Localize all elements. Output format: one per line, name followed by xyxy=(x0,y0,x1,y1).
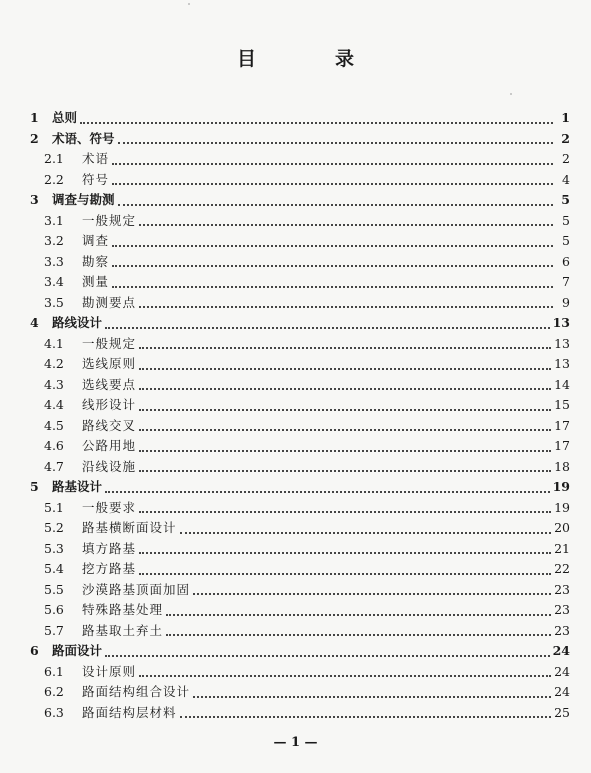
toc-title: 目 录 xyxy=(236,48,384,70)
toc-chapter-entry xyxy=(30,313,570,334)
entry-number: 3.5 xyxy=(44,294,64,310)
entry-page-number: 25 xyxy=(554,704,570,720)
entry-title: 符号 xyxy=(82,171,110,187)
entry-title: 填方路基 xyxy=(82,540,137,556)
toc-section-entry xyxy=(30,231,570,252)
entry-title: 路面结构组合设计 xyxy=(82,684,191,699)
dot-leader xyxy=(139,428,551,431)
entry-number: 2.1 xyxy=(44,151,64,166)
entry-number: 4.1 xyxy=(44,335,64,351)
entry-number: 4.4 xyxy=(44,397,64,412)
dot-leader xyxy=(112,244,553,247)
entry-title: 路基横断面设计 xyxy=(82,520,177,535)
dot-leader xyxy=(112,162,553,165)
toc-chapter-entry xyxy=(30,108,570,129)
toc-section-entry xyxy=(30,498,570,519)
table-of-contents xyxy=(30,108,570,723)
entry-title: 调查与勘测 xyxy=(52,192,115,207)
entry-number: 4.7 xyxy=(44,458,64,474)
toc-section-entry xyxy=(30,334,570,355)
entry-page-number: 18 xyxy=(554,458,570,474)
toc-section-entry xyxy=(30,682,570,703)
dot-leader xyxy=(112,182,553,185)
entry-number: 5.1 xyxy=(44,499,64,515)
toc-section-entry xyxy=(30,662,570,683)
entry-page-number: 1 xyxy=(561,110,570,125)
entry-page-number: 5 xyxy=(562,212,570,228)
entry-title: 路基设计 xyxy=(52,479,103,494)
entry-title: 路线设计 xyxy=(52,315,103,330)
toc-section-entry xyxy=(30,170,570,191)
entry-title: 设计原则 xyxy=(82,663,137,679)
toc-section-entry xyxy=(30,559,570,580)
entry-title: 术语、符号 xyxy=(52,130,115,146)
entry-title: 特殊路基处理 xyxy=(82,602,164,617)
entry-number: 4.6 xyxy=(44,438,64,453)
toc-section-entry xyxy=(30,457,570,478)
entry-title: 路面设计 xyxy=(52,643,103,658)
entry-number: 2 xyxy=(30,130,39,146)
dot-leader xyxy=(112,264,553,267)
entry-page-number: 24 xyxy=(552,643,570,658)
entry-number: 3.3 xyxy=(44,253,64,269)
entry-page-number: 5 xyxy=(561,192,570,207)
entry-number: 2.2 xyxy=(44,171,64,187)
entry-page-number: 13 xyxy=(554,356,570,371)
entry-title: 选线要点 xyxy=(82,376,137,392)
entry-page-number: 24 xyxy=(554,684,570,699)
dot-leader xyxy=(105,326,550,329)
entry-title: 勘察 xyxy=(82,253,110,269)
entry-title: 线形设计 xyxy=(82,397,137,412)
dot-leader xyxy=(139,305,553,308)
entry-number: 4.3 xyxy=(44,376,64,392)
entry-page-number: 23 xyxy=(554,602,570,617)
dot-leader xyxy=(105,490,550,493)
entry-page-number: 17 xyxy=(554,417,570,433)
entry-title: 选线原则 xyxy=(82,356,137,371)
dot-leader xyxy=(139,367,551,370)
entry-page-number: 2 xyxy=(561,130,570,146)
dot-leader xyxy=(139,346,551,349)
entry-number: 3.4 xyxy=(44,274,64,289)
entry-number: 5.4 xyxy=(44,561,64,576)
entry-page-number: 19 xyxy=(554,499,570,515)
entry-number: 4.5 xyxy=(44,417,64,433)
toc-section-entry xyxy=(30,395,570,416)
entry-page-number: 19 xyxy=(552,479,570,494)
entry-page-number: 13 xyxy=(552,315,570,330)
entry-title: 沙漠路基顶面加固 xyxy=(82,581,191,597)
entry-page-number: 21 xyxy=(554,540,570,556)
entry-title: 调查 xyxy=(82,233,110,248)
toc-section-entry xyxy=(30,580,570,601)
entry-page-number: 6 xyxy=(562,253,570,269)
entry-title: 沿线设施 xyxy=(82,458,137,474)
dot-leader xyxy=(80,121,553,124)
entry-title: 一般要求 xyxy=(82,499,137,515)
entry-title: 一般规定 xyxy=(82,335,137,351)
dot-leader xyxy=(139,572,551,575)
toc-section-entry xyxy=(30,416,570,437)
toc-section-entry xyxy=(30,272,570,293)
entry-page-number: 22 xyxy=(554,561,570,576)
dot-leader xyxy=(139,449,551,452)
entry-page-number: 24 xyxy=(554,663,570,679)
entry-title: 术语 xyxy=(82,151,110,166)
entry-page-number: 9 xyxy=(562,294,570,310)
entry-title: 公路用地 xyxy=(82,438,137,453)
entry-page-number: 14 xyxy=(554,376,570,392)
entry-number: 6.1 xyxy=(44,663,64,679)
entry-title: 勘测要点 xyxy=(82,294,137,310)
entry-number: 5.5 xyxy=(44,581,64,597)
entry-page-number: 23 xyxy=(554,622,570,638)
entry-title: 路线交叉 xyxy=(82,417,137,433)
dot-leader xyxy=(139,469,551,472)
dot-leader xyxy=(180,715,552,718)
dot-leader xyxy=(139,510,551,513)
toc-chapter-entry xyxy=(30,129,570,150)
dot-leader xyxy=(139,674,551,677)
toc-section-entry xyxy=(30,375,570,396)
dot-leader xyxy=(180,531,552,534)
toc-section-entry xyxy=(30,539,570,560)
dot-leader xyxy=(139,408,551,411)
toc-section-entry xyxy=(30,703,570,724)
entry-page-number: 4 xyxy=(562,171,570,187)
entry-title: 总则 xyxy=(52,110,78,125)
dot-leader xyxy=(193,695,551,698)
entry-number: 3.1 xyxy=(44,212,64,228)
entry-number: 5 xyxy=(30,479,39,494)
entry-page-number: 13 xyxy=(554,335,570,351)
toc-section-entry xyxy=(30,621,570,642)
entry-title: 测量 xyxy=(82,274,110,289)
dot-leader xyxy=(193,592,551,595)
dot-leader xyxy=(105,654,550,657)
toc-chapter-entry xyxy=(30,190,570,211)
toc-section-entry xyxy=(30,600,570,621)
entry-page-number: 7 xyxy=(562,274,570,289)
dot-leader xyxy=(139,387,551,390)
entry-page-number: 5 xyxy=(562,233,570,248)
entry-page-number: 20 xyxy=(554,520,570,535)
entry-page-number: 2 xyxy=(562,151,570,166)
entry-number: 5.7 xyxy=(44,622,64,638)
dot-leader xyxy=(118,203,553,206)
entry-number: 3 xyxy=(30,192,39,207)
entry-number: 6 xyxy=(30,643,39,658)
entry-number: 1 xyxy=(30,110,39,125)
toc-section-entry xyxy=(30,252,570,273)
dot-leader xyxy=(139,551,551,554)
dot-leader xyxy=(139,223,553,226)
page-number-footer: — 1 — xyxy=(273,735,318,750)
entry-number: 5.6 xyxy=(44,602,64,617)
entry-number: 5.3 xyxy=(44,540,64,556)
toc-section-entry xyxy=(30,436,570,457)
entry-page-number: 23 xyxy=(554,581,570,597)
toc-section-entry xyxy=(30,211,570,232)
toc-section-entry xyxy=(30,354,570,375)
dot-leader xyxy=(112,285,553,288)
entry-title: 路基取土弃土 xyxy=(82,622,164,638)
entry-number: 5.2 xyxy=(44,520,64,535)
entry-number: 4 xyxy=(30,315,39,330)
entry-title: 一般规定 xyxy=(82,212,137,228)
toc-chapter-entry xyxy=(30,641,570,662)
toc-section-entry xyxy=(30,149,570,170)
entry-number: 3.2 xyxy=(44,233,64,248)
entry-number: 4.2 xyxy=(44,356,64,371)
entry-page-number: 15 xyxy=(554,397,570,412)
toc-chapter-entry xyxy=(30,477,570,498)
entry-title: 路面结构层材料 xyxy=(82,704,177,720)
dot-leader xyxy=(166,633,551,636)
entry-number: 6.2 xyxy=(44,684,64,699)
toc-section-entry xyxy=(30,518,570,539)
dot-leader xyxy=(118,141,553,144)
entry-title: 挖方路基 xyxy=(82,561,137,576)
toc-section-entry xyxy=(30,293,570,314)
entry-page-number: 17 xyxy=(554,438,570,453)
dot-leader xyxy=(166,613,551,616)
entry-number: 6.3 xyxy=(44,704,64,720)
